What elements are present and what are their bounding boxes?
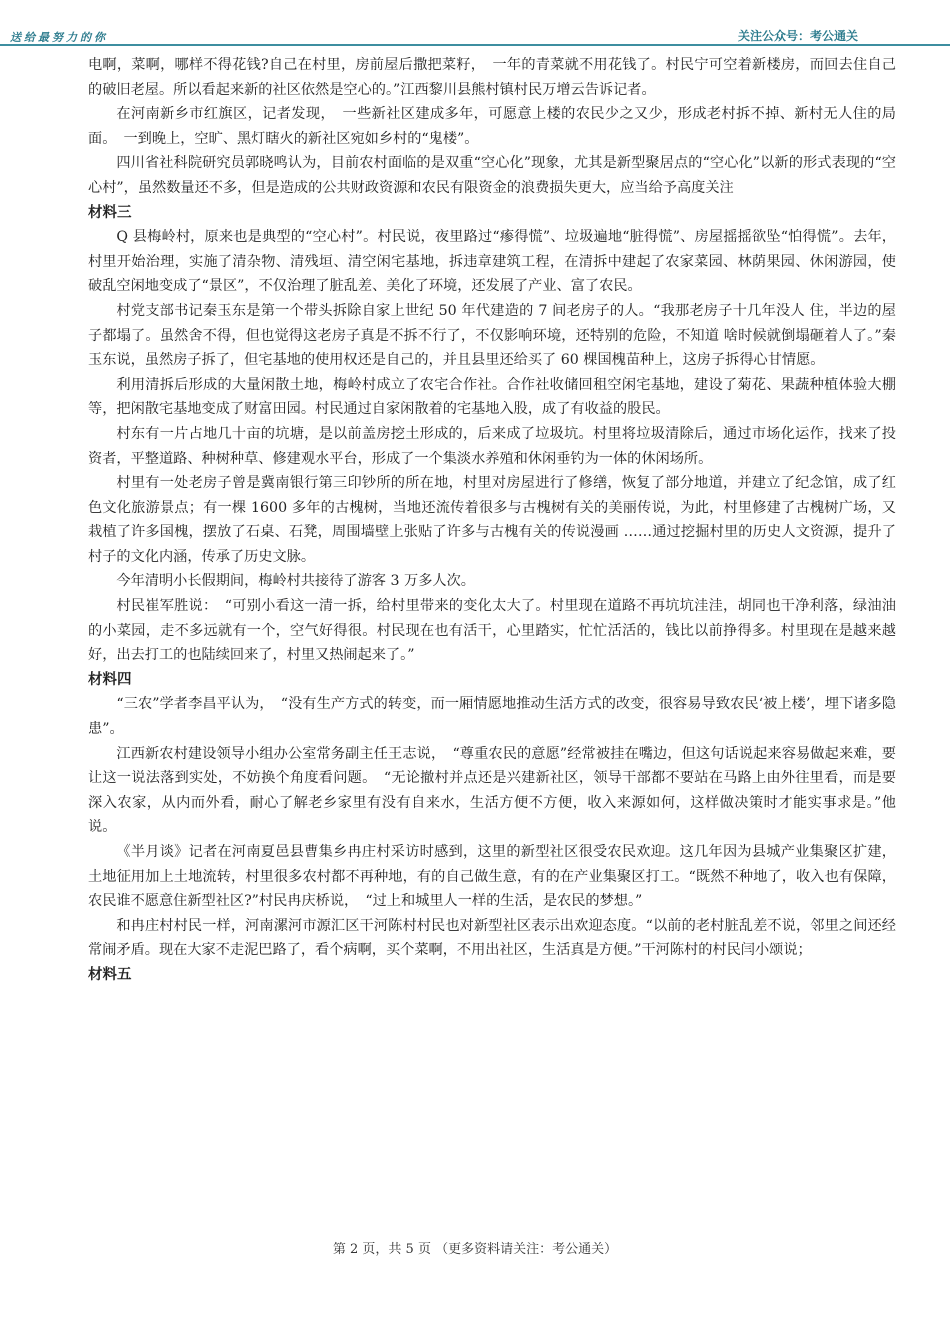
paragraph: 四川省社科院研究员郭晓鸣认为，目前农村面临的是双重“空心化”现象，尤其是新型聚居点的“空心化”以新的形式表现的“空心村”，虽然数量还不多，但是造成的公共财政资源和农民有限资金的浪费损失更大，应当给予高度关注 [88, 155, 896, 196]
paragraph: 村党支部书记秦玉东是第一个带头拆除自家上世纪 50 年代建造的 7 间老房子的人。“我那老房子十几年没人 住，半边的屋子都塌了。虽然舍不得，但也觉得这老房子真是不拆不行了，不仅影响环境，还特别的危险，不知道 啥时候就倒塌砸着人了。”秦玉东说，虽然房子拆了，但宅基地的使用权还是自己的，并且县里还给买了 60 棵国槐苗种上，这房子拆得心甘情愿。 [88, 302, 896, 369]
paragraph: 和冉庄村村民一样，河南漯河市源汇区干河陈村村民也对新型社区表示出欢迎态度。“以前的老村脏乱差不说，邻里之间还经常闹矛盾。现在大家不走泥巴路了，看个病啊，买个菜啊，不用出社区，生活真是方便。”干河陈村的村民闫小颂说； [88, 917, 896, 959]
paragraph: 今年清明小长假期间，梅岭村共接待了游客 3 万多人次。 [116, 573, 475, 590]
paragraph: 电啊，菜啊，哪样不得花钱?自己在村里，房前屋后撒把菜籽， 一年的青菜就不用花钱了。村民宁可空着新楼房，而回去住自己的破旧老屋。所以看起来新的社区依然是空心的。”江西黎川县熊村镇村民万增云告诉记者。 [88, 57, 896, 98]
header-divider [0, 44, 950, 46]
paragraph: 在河南新乡市红旗区，记者发现， 一些新社区建成多年，可愿意上楼的农民少之又少，形成老村拆不掉、新村无人住的局面。 一到晚上，空旷、黑灯瞎火的新社区宛如乡村的“鬼楼”。 [88, 106, 896, 147]
paragraph: 村东有一片占地几十亩的坑塘，是以前盖房挖土形成的，后来成了垃圾坑。村里将垃圾清除后，通过市场化运作，找来了投资者，平整道路、种树种草、修建观水平台，形成了一个集淡水养殖和休闲垂钓为一体的休闲场所。 [88, 425, 896, 467]
section-heading-material-3: 材料三 [88, 204, 132, 221]
header-wechat-account: 关注公众号：考公通关 [737, 29, 858, 43]
paragraph: 利用清拆后形成的大量闲散土地，梅岭村成立了农宅合作社。合作社收储回租空闲宅基地，建设了菊花、果蔬种植体验大棚等，把闲散宅基地变成了财富田园。村民通过自家闲散着的宅基地入股，成了有收益的股民。 [88, 376, 896, 418]
paragraph: 村民崔军胜说： “可别小看这一清一拆，给村里带来的变化太大了。村里现在道路不再坑坑洼洼，胡同也干净利落，绿油油的小菜园，走不多远就有一个，空气好得很。村民现在也有活干，心里踏实，忙忙活活的，钱比以前挣得多。村里现在是越来越好，出去打工的也陆续回来了，村里又热闹起来了。” [88, 598, 896, 664]
paragraph: 村里有一处老房子曾是冀南银行第三印钞所的所在地，村里对房屋进行了修缮，恢复了部分地道，并建立了纪念馆，成了红色文化旅游景点；有一棵 1600 多年的古槐树，当地还流传着很多与古槐树有关的美丽传说，为此，村里修建了古槐树广场，又栽植了许多国槐，摆放了石桌、石凳，周围墙壁上张贴了许多与古槐有关的传说漫画 ……通过挖掘村里的历史人文资源，提升了村子的文化内涵，传承了历史文脉。 [88, 475, 896, 565]
paragraph: 《半月谈》记者在河南夏邑县曹集乡冉庄村采访时感到，这里的新型社区很受农民欢迎。这几年因为县城产业集聚区扩建，土地征用加上土地流转，村里很多农村都不再种地，有的自己做生意，有的在产业集聚区打工。“既然不种地了，收入也有保障，农民谁不愿意住新型社区?”村民冉庆桥说， “过上和城里人一样的生活，是农民的梦想。” [88, 844, 896, 910]
paragraph: “三农”学者李昌平认为， “没有生产方式的转变，而一厢情愿地推动生活方式的改变，很容易导致农民‘被上楼’，埋下诸多隐患”。 [88, 696, 896, 738]
header-slogan: 送给最努力的你 [10, 31, 108, 44]
section-heading-material-4: 材料四 [88, 671, 132, 688]
paragraph: 江西新农村建设领导小组办公室常务副主任王志说， “尊重农民的意愿”经常被挂在嘴边，但这句话说起来容易做起来难，要让这一说法落到实处，不妨换个角度看问题。 “无论撤村并点还是兴建新社区，领导干部都不要站在马路上由外往里看，而是要深入农家，从内而外看，耐心了解老乡家里有没有自来水，生活方便不方便，收入来源如何，这样做决策时才能实事求是。”他说。 [88, 745, 896, 836]
document-body [88, 53, 896, 988]
page-footer: 第 2 页，共 5 页 （更多资料请关注：考公通关） [332, 1242, 618, 1257]
section-heading-material-5: 材料五 [88, 966, 132, 983]
paragraph: Q 县梅岭村，原来也是典型的“空心村”。村民说，夜里路过“瘆得慌”、垃圾遍地“脏得慌”、房屋摇摇欲坠“怕得慌”。去年，村里开始治理，实施了清杂物、清残垣、清空闲宅基地，拆违章建筑工程，在清拆中建起了农家菜园、林荫果园、休闲游园，使破乱空闲地变成了“景区”，不仅治理了脏乱差、美化了环境，还发展了产业、富了农民。 [88, 229, 896, 295]
